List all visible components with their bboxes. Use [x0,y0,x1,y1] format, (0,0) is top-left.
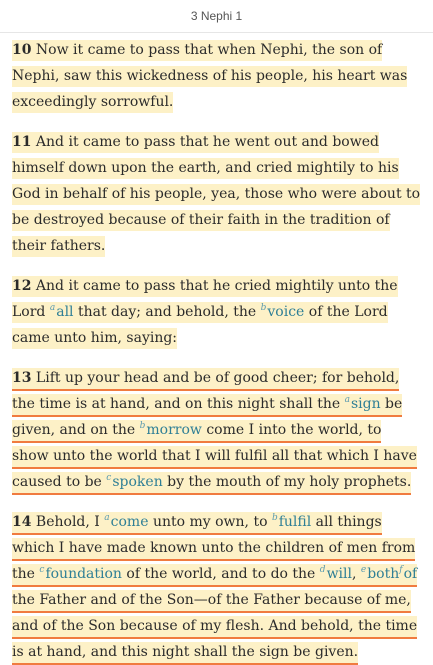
verse-14[interactable] [12,509,421,665]
footnote-marker[interactable]: c [39,565,45,576]
verse-text: , [351,566,361,582]
verse-number: 12 [12,278,32,294]
footnote-marker[interactable]: d [319,565,326,576]
footnote-marker[interactable]: c [106,473,112,484]
footnote-link[interactable]: foundation [45,566,122,582]
footnote-link[interactable]: will [326,566,352,582]
footnote-link[interactable]: both [367,566,400,582]
footnote-marker[interactable]: b [260,303,267,314]
footnote-link[interactable]: all [56,304,74,320]
verse-text: come I into the world, to show unto the world that I will fulfil all that which I have caused to be [12,422,417,490]
footnote-marker[interactable]: a [104,513,110,524]
verse-text: of the Lord came unto him, saying: [12,304,388,346]
footnote-marker[interactable]: a [344,395,350,406]
chapter-header [0,0,433,33]
verse-highlight [12,40,407,113]
verse-text: of the world, and to do the [121,566,320,582]
footnote-link[interactable]: fulfil [278,514,312,530]
footnote-marker[interactable]: b [271,513,278,524]
verse-text: And it came to pass that he went out and bowed himself down upon the earth, and cried mightily to his God in behalf of his people, yea, those who were about to be destroyed because of their faith in the tradition of their fathers. [12,134,421,254]
verse-highlight [12,276,398,349]
verse-text: that day; and behold, the [73,304,261,320]
footnote-link[interactable]: spoken [112,474,163,490]
verse-number: 13 [12,370,32,386]
footnote-marker[interactable]: b [139,421,146,432]
footnote-marker[interactable]: f [399,565,403,576]
footnote-link[interactable]: come [110,514,149,530]
verse-text: by the mouth of my holy prophets. [162,474,412,490]
verse-11[interactable] [12,129,421,259]
verse-text: the Father and of the Son—of the Father because of me, and of the Son because of my flesh. And behold, the time is at hand, and this night shall the sign be given. [12,592,418,660]
verse-highlight [12,132,420,257]
verse-number: 14 [12,514,32,530]
footnote-marker[interactable]: a [49,303,56,314]
footnote-link[interactable]: morrow [146,422,202,438]
verse-12[interactable] [12,273,421,351]
chapter-content [0,33,433,665]
verse-number: 11 [12,134,32,150]
verse-number: 10 [12,42,32,58]
chapter-title: 3 Nephi 1 [190,9,243,23]
verse-text: Now it came to pass that when Nephi, the son of Nephi, saw this wickedness of his people, his heart was exceedingly sorrowful. [12,42,408,110]
footnote-marker[interactable]: e [360,565,367,576]
verse-text: be given, and on the [12,396,403,438]
verse-text: And it came to pass that he cried mightily unto the Lord [12,278,398,320]
verse-text: Behold, I [31,514,105,530]
verse-10[interactable] [12,37,421,115]
verse-13[interactable] [12,365,421,495]
verse-text: Lift up your head and be of good cheer; for behold, the time is at hand, and on this night shall the [12,370,400,412]
footnote-link[interactable]: voice [267,304,305,320]
footnote-link[interactable]: sign [350,396,381,412]
footnote-link[interactable]: of [403,566,418,582]
verse-text: unto my own, to [148,514,272,530]
verse-highlight [12,512,417,665]
verse-text: all things which I have made known unto the children of men from the [12,514,416,582]
verse-highlight [12,368,417,495]
